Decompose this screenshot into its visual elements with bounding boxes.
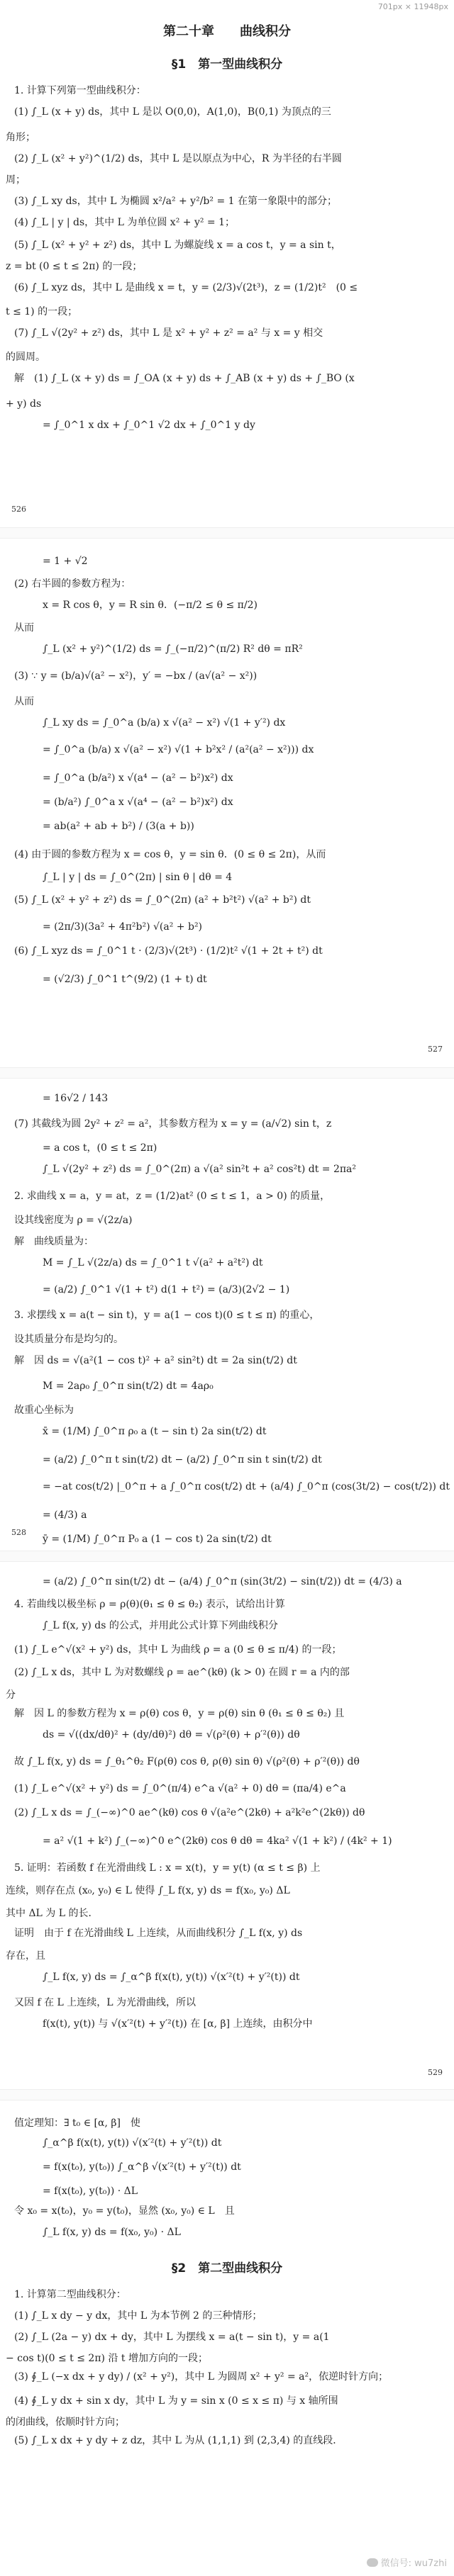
text-line: 1. 计算第二型曲线积分： (14, 2289, 126, 2300)
text-line: 周； (6, 174, 26, 186)
text-line: = (a/2) ∫_0^1 √(1 + t²) d(1 + t²) = (a/3)(2√2 − 1) (43, 1284, 290, 1295)
page-530 (0, 2102, 454, 2576)
text-line: (7) 其截线为圆 2y² + z² = a²，其参数方程为 x = y = (a/√2) sin t，z (14, 1118, 332, 1130)
page-number: 529 (428, 2068, 443, 2077)
text-line: 值定理知：∃ t₀ ∈ [α, β] 使 (14, 2117, 140, 2129)
text-line: 分 (6, 1689, 16, 1701)
text-line: 连续，则存在点 (x₀, y₀) ∈ L 使得 ∫_L f(x, y) ds = f(x₀, y₀) ΔL (6, 1885, 290, 1896)
text-line: ∫_L √(2y² + z²) ds = ∫_0^(2π) a √(a² sin²t + a² cos²t) dt = 2πa² (43, 1164, 357, 1175)
text-line: ∫_L xy ds = ∫_0^a (b/a) x √(a² − x²) √(1 + y′²) dx (43, 717, 286, 729)
text-line: M = ∫_L √(2z/a) ds = ∫_0^1 t √(a² + a²t²) dt (43, 1257, 263, 1269)
page-separator (0, 1067, 454, 1079)
text-line: = f(x(t₀), y(t₀)) ∫_α^β √(x′²(t) + y′²(t)) dt (43, 2161, 241, 2173)
text-line: 设其质量分布是均匀的。 (14, 1334, 123, 1345)
text-line: z = bt (0 ≤ t ≤ 2π) 的一段； (6, 261, 143, 272)
text-line: (4) ∫_L | y | ds，其中 L 为单位圆 x² + y² = 1； (14, 217, 236, 228)
text-line: 2. 求曲线 x = a，y = at，z = (1/2)at² (0 ≤ t ≤ 1，a > 0) 的质量， (14, 1191, 331, 1202)
text-line: = ab(a² + ab + b²) / (3(a + b)) (43, 821, 194, 832)
text-line: x = R cos θ，y = R sin θ．(−π/2 ≤ θ ≤ π/2) (43, 600, 258, 611)
text-line: = a² √(1 + k²) ∫_(−∞)^0 e^(2kθ) cos θ dθ = 4ka² √(1 + k²) / (4k² + 1) (43, 1835, 392, 1847)
text-line: 从而 (14, 622, 34, 634)
text-line: 解 因 L 的参数方程为 x = ρ(θ) cos θ，y = ρ(θ) sin θ (θ₁ ≤ θ ≤ θ₂) 且 (14, 1708, 345, 1719)
text-line: = (2π/3)(3a² + 4π²b²) √(a² + b²) (43, 921, 203, 933)
text-line: 解 (1) ∫_L (x + y) ds = ∫_OA (x + y) ds + ∫_AB (x + y) ds + ∫_BO (x (14, 373, 355, 384)
text-line: 其中 ΔL 为 L 的长． (6, 1908, 99, 1919)
text-line: ∫_L f(x, y) ds = f(x₀, y₀) · ΔL (43, 2227, 181, 2238)
text-line: (5) ∫_L (x² + y² + z²) ds = ∫_0^(2π) (a² + b²t²) √(a² + b²) dt (14, 894, 311, 906)
text-line: ∫_α^β f(x(t), y(t)) √(x′²(t) + y′²(t)) dt (43, 2137, 222, 2149)
text-line: 设其线密度为 ρ = √(2z/a) (14, 1215, 133, 1226)
text-line: 5. 证明：若函数 f 在光滑曲线 L : x = x(t)，y = y(t) (α ≤ t ≤ β) 上 (14, 1862, 321, 1874)
text-line: x̄ = (1/M) ∫_0^π ρ₀ a (t − sin t) 2a sin(t/2) dt (43, 1426, 267, 1437)
page-number: 528 (11, 1528, 26, 1537)
text-line: (2) 右半圆的参数方程为： (14, 578, 131, 590)
text-line: = (a/2) ∫_0^π t sin(t/2) dt − (a/2) ∫_0^π sin t sin(t/2) dt (43, 1454, 322, 1466)
text-line: (5) ∫_L (x² + y² + z²) ds，其中 L 为螺旋线 x = a cos t，y = a sin t， (14, 240, 341, 251)
text-line: (5) ∫_L x dx + y dy + z dz，其中 L 为从 (1,1,1) 到 (2,3,4) 的直线段． (14, 2435, 343, 2446)
text-line: = ∫_0^a (b/a²) x √(a⁴ − (a² − b²)x²) dx (43, 772, 233, 784)
text-line: ∫_L (x² + y²)^(1/2) ds = ∫_(−π/2)^(π/2) R² dθ = πR² (43, 643, 303, 655)
text-line: (3) ∵ y = (b/a)√(a² − x²)，y′ = −bx / (a√(a² − x²)) (14, 670, 258, 682)
chapter-title: 第二十章 曲线积分 (163, 24, 291, 39)
text-line: ȳ = (1/M) ∫_0^π P₀ a (1 − cos t) 2a sin(t/2) dt (43, 1534, 272, 1545)
text-line: = f(x(t₀), y(t₀)) · ΔL (43, 2186, 138, 2197)
text-line: 角形； (6, 132, 35, 143)
text-line: (6) ∫_L xyz ds = ∫_0^1 t · (2/3)√(2t³) · (1/2)t² √(1 + 2t + t²) dt (14, 945, 323, 957)
text-line: (3) ∫_L xy ds，其中 L 为椭圆 x²/a² + y²/b² = 1 在第一象限中的部分； (14, 196, 337, 207)
image-size-label: 701px × 11948px (377, 2, 448, 11)
text-line: (4) ∮_L y dx + sin x dy，其中 L 为 y = sin x (0 ≤ x ≤ π) 与 x 轴所围 (14, 2395, 338, 2407)
page-separator (0, 2089, 454, 2100)
text-line: = (4/3) a (43, 1509, 87, 1521)
text-line: 的闭曲线，依顺时针方向； (6, 2417, 125, 2428)
text-line: − cos t)(0 ≤ t ≤ 2π) 沿 t 增加方向的一段； (6, 2353, 208, 2364)
text-line: (2) ∫_L (x² + y²)^(1/2) ds，其中 L 是以原点为中心，R 为半径的右半圆 (14, 153, 342, 164)
text-line: (4) 由于圆的参数方程为 x = cos θ，y = sin θ．(0 ≤ θ ≤ 2π)，从而 (14, 849, 326, 860)
text-line: 解 曲线质量为： (14, 1236, 94, 1247)
page-number: 527 (428, 1045, 443, 1054)
text-line: ∫_L f(x, y) ds = ∫_α^β f(x(t), y(t)) √(x′²(t) + y′²(t)) dt (43, 1972, 300, 1983)
text-line: 1. 计算下列第一型曲线积分： (14, 85, 146, 96)
page-separator (0, 527, 454, 539)
top-bar (0, 0, 454, 16)
text-line: f(x(t), y(t)) 与 √(x′²(t) + y′²(t)) 在 [α, β] 上连续，由积分中 (43, 2018, 313, 2030)
text-line: + y) ds (6, 398, 42, 410)
text-line: t ≤ 1) 的一段； (6, 306, 78, 317)
text-line: = 1 + √2 (43, 556, 88, 567)
text-line: 故重心坐标为 (14, 1405, 74, 1416)
page-528 (0, 1080, 454, 1548)
text-line: (1) ∫_L (x + y) ds，其中 L 是以 O(0,0)，A(1,0)，B(0,1) 为顶点的三 (14, 106, 331, 118)
text-line: (1) ∫_L x dy − y dx，其中 L 为本节例 2 的三种情形； (14, 2310, 262, 2322)
text-line: (6) ∫_L xyz ds，其中 L 是曲线 x = t，y = (2/3)√(2t³)，z = (1/2)t² (0 ≤ (14, 282, 358, 293)
page-527 (0, 540, 454, 1064)
text-line: ∫_L f(x, y) ds 的公式，并用此公式计算下列曲线积分 (43, 1620, 278, 1631)
text-line: ∫_L | y | ds = ∫_0^(2π) | sin θ | dθ = 4 (43, 872, 233, 883)
text-line: (2) ∫_L (2a − y) dx + dy，其中 L 为摆线 x = a(t − sin t)，y = a(1 (14, 2332, 330, 2343)
text-line: 又因 f 在 L 上连续，L 为光滑曲线，所以 (14, 1997, 196, 2008)
text-line: (3) ∮_L (−x dx + y dy) / (x² + y²)，其中 L 为圆周 x² + y² = a²，依逆时针方向； (14, 2371, 389, 2383)
text-line: 的圆周。 (6, 351, 45, 363)
chat-bubble-icon (367, 2558, 378, 2567)
text-line: (2) ∫_L x ds = ∫_(−∞)^0 ae^(kθ) cos θ √(a²e^(2kθ) + a²k²e^(2kθ)) dθ (14, 1807, 365, 1818)
text-line: = 16√2 / 143 (43, 1093, 109, 1104)
page-529 (0, 1563, 454, 2086)
watermark (367, 2555, 447, 2569)
page-526 (0, 16, 454, 524)
section-2-title: §2 第二型曲线积分 (171, 2261, 283, 2276)
text-line: = ∫_0^a (b/a) x √(a² − x²) √(1 + b²x² / (a²(a² − x²))) dx (43, 744, 314, 755)
text-line: 故 ∫_L f(x, y) ds = ∫_θ₁^θ₂ F(ρ(θ) cos θ, ρ(θ) sin θ) √(ρ²(θ) + ρ′²(θ)) dθ (14, 1756, 360, 1767)
text-line: = a cos t，(0 ≤ t ≤ 2π) (43, 1142, 157, 1154)
text-line: 3. 求摆线 x = a(t − sin t)，y = a(1 − cos t)(0 ≤ t ≤ π) 的重心， (14, 1310, 320, 1321)
text-line: 存在，且 (6, 1950, 45, 1962)
text-line: = ∫_0^1 x dx + ∫_0^1 √2 dx + ∫_0^1 y dy (43, 420, 255, 431)
text-line: = (√2/3) ∫_0^1 t^(9/2) (1 + t) dt (43, 974, 207, 985)
text-line: (2) ∫_L x ds，其中 L 为对数螺线 ρ = ae^(kθ) (k > 0) 在圆 r = a 内的部 (14, 1667, 350, 1678)
text-line: (7) ∫_L √(2y² + z²) ds，其中 L 是 x² + y² + z² = a² 与 x = y 相交 (14, 327, 323, 339)
watermark-text: 微信号: wu7zhi (380, 2558, 447, 2569)
text-line: = −at cos(t/2) |_0^π + a ∫_0^π cos(t/2) dt + (a/4) ∫_0^π (cos(3t/2) − cos(t/2)) dt (43, 1481, 450, 1492)
text-line: (1) ∫_L e^√(x² + y²) ds = ∫_0^(π/4) e^a √(a² + 0) dθ = (πa/4) e^a (14, 1783, 346, 1794)
text-line: 令 x₀ = x(t₀)，y₀ = y(t₀)，显然 (x₀, y₀) ∈ L 且 (14, 2205, 235, 2217)
page-separator (0, 1551, 454, 1562)
text-line: 4. 若曲线以极坐标 ρ = ρ(θ)(θ₁ ≤ θ ≤ θ₂) 表示，试给出计算 (14, 1599, 285, 1610)
text-line: 解 因 ds = √(a²(1 − cos t)² + a² sin²t) dt = 2a sin(t/2) dt (14, 1355, 297, 1366)
text-line: ds = √((dx/dθ)² + (dy/dθ)²) dθ = √(ρ²(θ) + ρ′²(θ)) dθ (43, 1729, 300, 1740)
section-1-title: §1 第一型曲线积分 (171, 57, 283, 72)
text-line: 证明 由于 f 在光滑曲线 L 上连续，从而曲线积分 ∫_L f(x, y) ds (14, 1928, 303, 1939)
text-line: = (b/a²) ∫_0^a x √(a⁴ − (a² − b²)x²) dx (43, 797, 233, 808)
text-line: (1) ∫_L e^√(x² + y²) ds，其中 L 为曲线 ρ = a (0 ≤ θ ≤ π/4) 的一段； (14, 1644, 342, 1655)
text-line: = (a/2) ∫_0^π sin(t/2) dt − (a/4) ∫_0^π (sin(3t/2) − sin(t/2)) dt = (4/3) a (43, 1576, 402, 1587)
text-line: 从而 (14, 696, 34, 707)
page-number: 526 (11, 505, 26, 514)
text-line: M = 2aρ₀ ∫_0^π sin(t/2) dt = 4aρ₀ (43, 1380, 214, 1392)
